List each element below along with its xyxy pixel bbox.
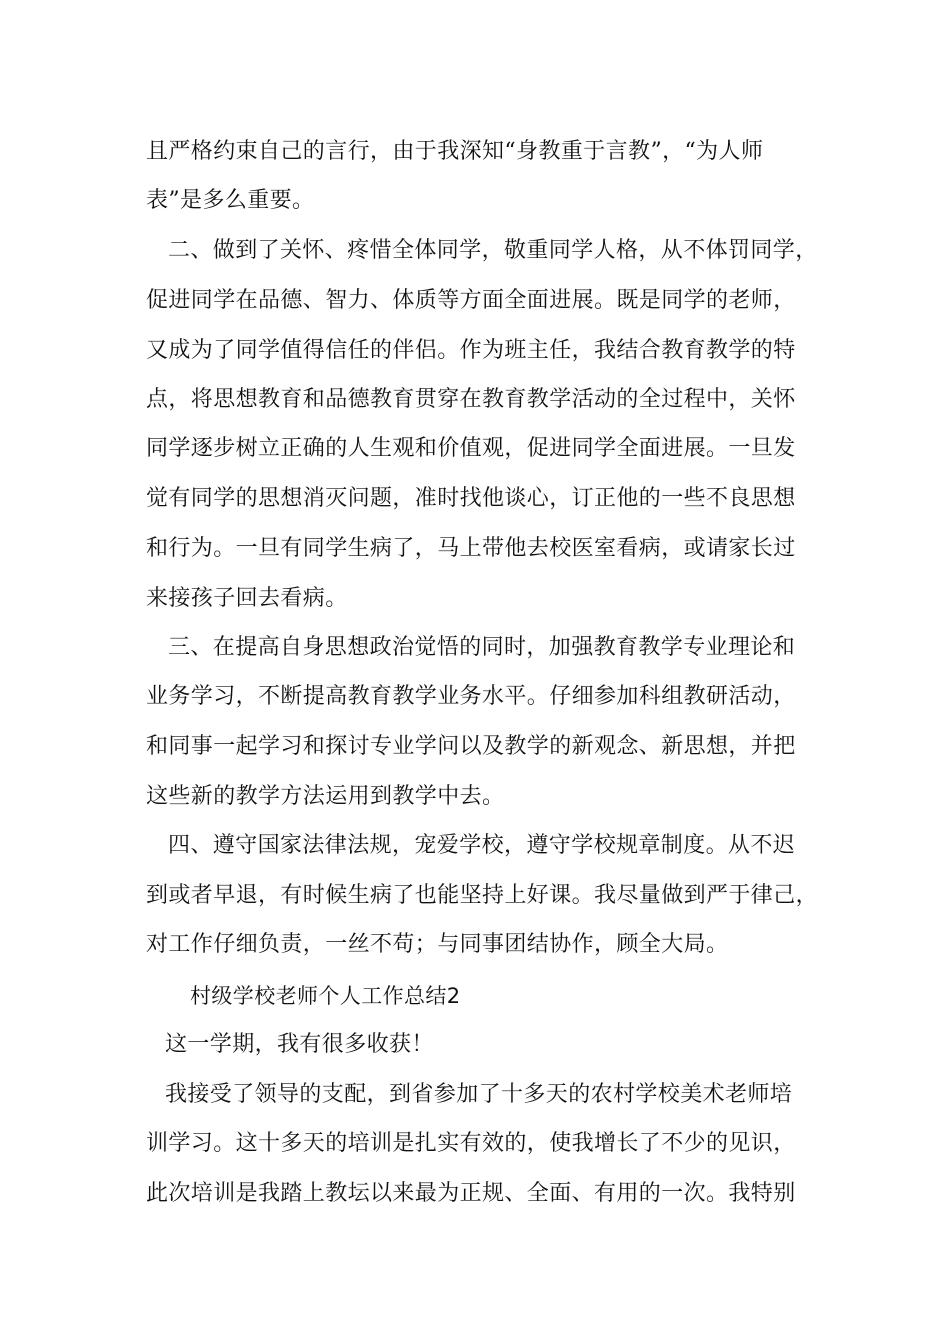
text-line: 又成为了同学值得信任的伴侣。作为班主任，我结合教育教学的特 xyxy=(146,338,796,363)
text-line: 对工作仔细负责，一丝不苟；与同事团结协作，顾全大局。 xyxy=(146,932,729,957)
text-line: 来接孩子回去看病。 xyxy=(146,586,348,611)
text-line: 此次培训是我踏上教坛以来最为正规、全面、有用的一次。我特别 xyxy=(146,1181,796,1206)
text-line: 到或者早退，有时候生病了也能坚持上好课。我尽量做到严于律己， xyxy=(146,883,819,908)
text-line: 训学习。这十多天的培训是扎实有效的，使我增长了不少的见识， xyxy=(146,1131,796,1156)
text-line: 表”是多么重要。 xyxy=(146,188,315,213)
section-heading: 村级学校老师个人工作总结2 xyxy=(190,984,461,1008)
text-line: 和同事一起学习和探讨专业学问以及教学的新观念、新思想，并把 xyxy=(146,734,796,759)
text-line: 觉有同学的思想消灭问题，准时找他谈心，订正他的一些不良思想 xyxy=(146,486,796,511)
text-line: 这些新的教学方法运用到教学中去。 xyxy=(146,784,505,809)
text-line: 且严格约束自己的言行，由于我深知“身教重于言教”，“为人师 xyxy=(146,139,764,164)
text-line: 同学逐步树立正确的人生观和价值观，促进同学全面进展。一旦发 xyxy=(146,436,796,461)
text-line: 和行为。一旦有同学生病了，马上带他去校医室看病，或请家长过 xyxy=(146,536,796,561)
paragraph-four-start: 四、遵守国家法律法规，宠爱学校，遵守学校规章制度。从不迟 xyxy=(168,833,796,858)
text-line: 促进同学在品德、智力、体质等方面全面进展。既是同学的老师， xyxy=(146,288,796,313)
paragraph-three-start: 三、在提高自身思想政治觉悟的同时，加强教育教学专业理论和 xyxy=(168,635,796,660)
paragraph-two-start: 二、做到了关怀、疼惜全体同学，敬重同学人格，从不体罚同学， xyxy=(168,238,818,263)
paragraph-training-start: 我接受了领导的支配，到省参加了十多天的农村学校美术老师培 xyxy=(165,1082,793,1107)
text-line: 点，将思想教育和品德教育贯穿在教育教学活动的全过程中，关怀 xyxy=(146,387,796,412)
text-line: 业务学习，不断提高教育教学业务水平。仔细参加科组教研活动， xyxy=(146,684,796,709)
paragraph-intro: 这一学期，我有很多收获！ xyxy=(165,1032,434,1057)
